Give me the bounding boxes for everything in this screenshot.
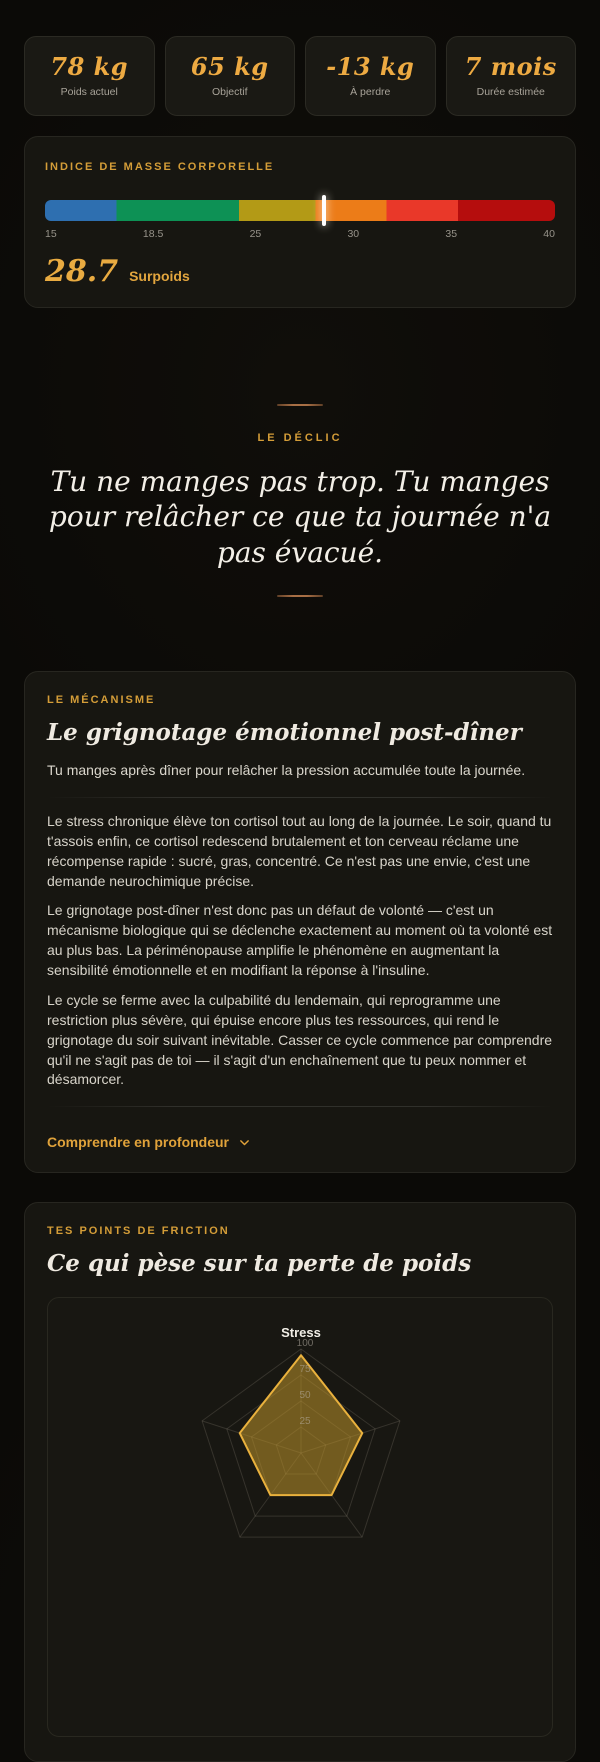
stat-value: 78 kg (50, 51, 129, 81)
bmi-tick: 18.5 (142, 228, 164, 240)
stats-row (24, 36, 576, 116)
bmi-card (24, 136, 576, 308)
expand-details-button[interactable] (47, 1134, 251, 1150)
stat-label: Durée estimée (476, 85, 545, 98)
svg-text:50: 50 (299, 1389, 311, 1401)
stat-label: À perdre (350, 85, 391, 98)
bmi-tick: 35 (445, 228, 458, 240)
stat-value: 65 kg (190, 51, 269, 81)
expand-details-label: Comprendre en profondeur (47, 1134, 230, 1151)
declic-label: LE DÉCLIC (257, 432, 343, 444)
bmi-value: 28.7 (45, 254, 119, 289)
declic-quote: Tu ne manges pas trop. Tu manges pour relâcher ce que ta journée n'a pas évacué. (48, 465, 552, 569)
friction-label: TES POINTS DE FRICTION (47, 1225, 230, 1238)
bmi-marker (322, 195, 326, 226)
mechanism-paragraph: Le grignotage post-dîner n'est donc pas un défaut de volonté — c'est un mécanisme biologique qui se déclenche exactement au moment où ta volonté est au plus bas. La périménopause amplifie le phénomène en augmentant la sensibilité émotionnelle et en modifiant la réponse à l'insuline. (47, 902, 553, 979)
divider-top (277, 404, 323, 406)
radar-chart-container (47, 1297, 553, 1737)
mechanism-paragraph: Le cycle se ferme avec la culpabilité du lendemain, qui reprogramme une restriction plus sévère, qui épuise encore plus tes ressources, qui rend le grignotage du soir suivant inévitable. Casser ce cycle commence par comprendre qu'il ne s'agit pas de toi — il s'agit d'un enchaînement que tu peux nommer et désamorcer. (47, 991, 553, 1088)
bmi-scale-bar (45, 200, 555, 221)
bmi-scale (45, 200, 555, 221)
stat-card-to-lose (305, 36, 436, 116)
bmi-tick: 40 (543, 228, 555, 240)
friction-title: Ce qui pèse sur ta perte de poids (47, 1250, 472, 1278)
stat-label: Poids actuel (60, 85, 118, 98)
bmi-category-badge: Surpoids (129, 268, 190, 284)
stat-value: -13 kg (326, 51, 415, 81)
svg-text:25: 25 (299, 1415, 311, 1427)
stat-value: 7 mois (464, 51, 557, 81)
bmi-tick: 15 (45, 228, 57, 240)
stat-label: Objectif (211, 85, 248, 98)
friction-card (24, 1202, 576, 1762)
divider (47, 1106, 553, 1107)
bmi-tick: 25 (249, 228, 262, 240)
declic-section (24, 404, 576, 597)
svg-text:75: 75 (299, 1363, 311, 1375)
svg-text:Stress: Stress (281, 1324, 321, 1340)
stat-card-goal-weight (165, 36, 296, 116)
friction-radar-chart (48, 1298, 553, 1737)
bmi-tick: 30 (347, 228, 360, 240)
mechanism-card (24, 671, 576, 1174)
stat-card-current-weight (24, 36, 155, 116)
stat-card-duration (446, 36, 577, 116)
mechanism-title: Le grignotage émotionnel post-dîner (47, 718, 522, 746)
bmi-tick-labels (45, 228, 555, 240)
divider-bottom (277, 595, 323, 597)
bmi-result (45, 254, 555, 289)
svg-text:100: 100 (296, 1337, 314, 1349)
divider (47, 797, 553, 798)
chevron-down-icon (238, 1136, 251, 1149)
mechanism-subtitle: Tu manges après dîner pour relâcher la pression accumulée toute la journée. (47, 762, 526, 779)
mechanism-paragraph: Le stress chronique élève ton cortisol tout au long de la journée. Le soir, quand tu t'assois enfin, ce cortisol redescend brutalement et ton cerveau réclame une récompense rapide : sucré, gras, concentré. Ce n'est pas une envie, c'est une demande neurochimique précise. (47, 812, 552, 889)
bmi-card-title: INDICE DE MASSE CORPORELLE (45, 161, 275, 173)
mechanism-label: LE MÉCANISME (47, 693, 156, 706)
